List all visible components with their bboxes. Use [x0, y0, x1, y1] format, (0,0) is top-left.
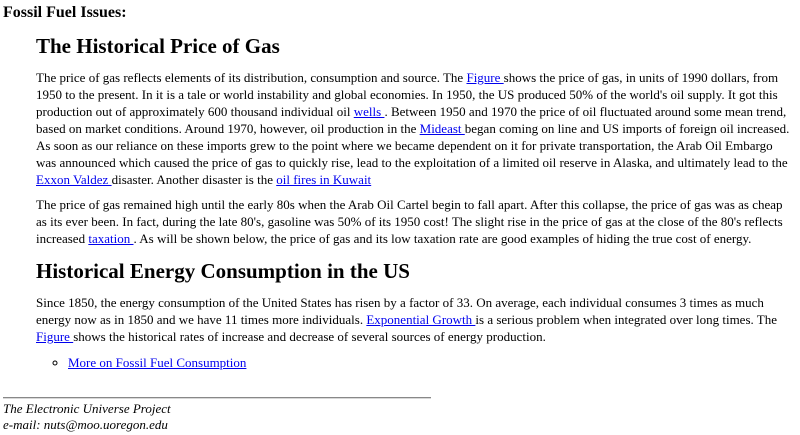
figure-price-link[interactable]: Figure	[466, 70, 504, 85]
more-on-fossil-fuel-consumption-link[interactable]: More on Fossil Fuel Consumption	[68, 355, 247, 370]
footer-email: e-mail: nuts@moo.uoregon.edu	[3, 417, 168, 432]
list-item-more-on-fossil-fuel	[68, 354, 794, 371]
related-links-list	[36, 354, 794, 371]
paragraph-price-collapse: The price of gas remained high until the early 80s when the Arab Oil Cartel begin to fall apart. After this collapse, the price of gas was as cheap as its ever been. In fact, during the late 80's, gasoline was 50% of its 1950 cost! The slight rise in the price of gas at the close of the 80's reflects increased taxation . As will be shown below, the price of gas and its low taxation rate are good examples of hiding the true cost of energy.	[36, 197, 783, 246]
figure-energy-link[interactable]: Figure	[36, 329, 74, 344]
footer-project-name: The Electronic Universe Project	[3, 401, 171, 416]
exponential-growth-link[interactable]: Exponential Growth	[366, 312, 476, 327]
mideast-link[interactable]: Mideast	[419, 121, 465, 136]
oil-fires-in-kuwait-link[interactable]: oil fires in Kuwait	[276, 172, 372, 187]
footer-divider	[3, 397, 431, 399]
footer	[3, 401, 796, 433]
exxon-valdez-link[interactable]: Exxon Valdez	[36, 172, 112, 187]
paragraph-price-history: The price of gas reflects elements of its distribution, consumption and source. The Figure shows the price of gas, in units of 1990 dollars, from 1950 to the present. In it is a tale or world instability and global economies. In 1950, the US produced 50% of the world's oil supply. It got this production out of approximately 600 thousand individual oil wells . Between 1950 and 1970 the price of oil fluctuated around some mean trend, based on market conditions. Around 1970, however, oil production in the Mideast began coming on line and US imports of foreign oil increased. As soon as our reliance on these imports grew to the point where we became dependent on it for private transportation, the Arab Oil Embargo was announced which caused the price of gas to quickly rise, lead to the exploitation of a limited oil reserve in Alaska, and ultimately lead to the Exxon Valdez disaster. Another disaster is the oil fires in Kuwait	[36, 70, 790, 187]
wells-link[interactable]: wells	[353, 104, 385, 119]
heading-energy-consumption: Historical Energy Consumption in the US	[36, 259, 410, 283]
paragraph-energy-consumption: Since 1850, the energy consumption of the United States has risen by a factor of 33. On average, each individual consumes 3 times as much energy now as in 1850 and we have 11 times more individuals. Exponential Growth is a serious problem when integrated over long times. The Figure shows the historical rates of increase and decrease of several sources of energy production.	[36, 295, 777, 344]
content-block	[36, 34, 794, 371]
page-title: Fossil Fuel Issues:	[3, 4, 127, 21]
heading-historical-price-of-gas: The Historical Price of Gas	[36, 34, 280, 58]
taxation-link[interactable]: taxation	[88, 231, 134, 246]
